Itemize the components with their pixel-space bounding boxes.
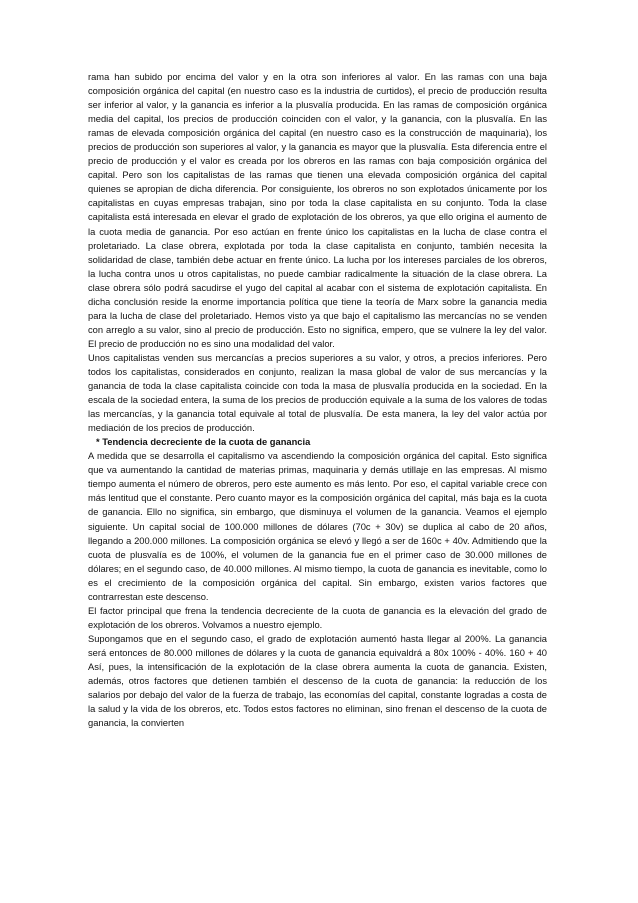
paragraph-ganancia-media: rama han subido por encima del valor y en la otra son inferiores al valor. En las ramas con una baja composición orgánica del capital (en nuestro caso es la industria de curtidos), el precio de producción resulta ser inferior al valor, y la ganancia es inferior a la plusvalía producida. En las ramas de composición orgánica media del capital, los precios de producción coinciden con el valor, y la ganancia, con la plusvalía. En las ramas de elevada composición orgánica del capital (en nuestro caso es la construcción de maquinaria), los precios de producción son superiores al valor, y la ganancia es mayor que la plusvalía. Esta diferencia entre el precio de producción y el valor es creada por los obreros en las ramas con baja composición orgánica del capital. Pero son los capitalistas de las ramas que tienen una elevada composición orgánica del capital quienes se apropian de dicha diferencia. Por consiguiente, los obreros no son explotados únicamente por los capitalistas en cuyas empresas trabajan, sino por toda la clase capitalista en su conjunto. Toda la clase capitalista está interesada en elevar el grado de explotación de los obreros, ya que ello origina el aumento de la cuota media de ganancia. Por eso actúan en frente único los capitalistas en la lucha de clase contra el proletariado. La clase obrera, explotada por toda la clase capitalista en conjunto, también necesita la solidaridad de clase, también debe actuar en frente único. La lucha por los intereses parciales de los obreros, la lucha contra unos u otros capitalistas, no puede cambiar radicalmente la situación de la clase obrera. La clase obrera sólo podrá sacudirse el yugo del capital al acabar con el sistema de explotación capitalista. En dicha conclusión reside la enorme importancia política que tiene la teoría de Marx sobre la ganancia media para la lucha de clase del proletariado. Hemos visto ya que bajo el capitalismo las mercancías no se venden con arreglo a su valor, sino al precio de producción. Esto no significa, empero, que se vulnere la ley del valor. El precio de producción no es sino una modalidad del valor. <box>88 72 547 349</box>
section-heading: * Tendencia decreciente de la cuota de ganancia <box>96 437 311 448</box>
document-page <box>88 70 547 730</box>
paragraph-composicion-organica: A medida que se desarrolla el capitalismo va ascendiendo la composición orgánica del capital. Esto significa que va aumentando la cantidad de materias primas, maquinaria y demás utillaje en las empresas. Al mismo tiempo aumenta el número de obreros, pero este aumento es más lento. Por eso, el capital variable crece con más lentitud que el constante. Pero cuanto mayor es la composición orgánica del capital, más baja es la cuota de ganancia. Ello no significa, sin embargo, que disminuya el volumen de la ganancia. Veamos el ejemplo siguiente. Un capital social de 100.000 millones de dólares (70c + 30v) se duplica al cabo de 20 años, llegando a 200.000 millones. La composición orgánica se elevó y llegó a ser de 160c + 40v. Admitiendo que la cuota de plusvalía es de 100%, el volumen de la ganancia fue en el primer caso de 30.000 millones de dólares; en el segundo caso, de 40.000 millones. Al mismo tiempo, la cuota de ganancia es inevitable, como lo es el crecimiento de la composición orgánica del capital. Sin embargo, existen varios factores que contrarrestan este descenso. <box>88 451 547 602</box>
paragraph-supongamos: Supongamos que en el segundo caso, el grado de explotación aumentó hasta llegar al 200%. La ganancia será entonces de 80.000 millones de dólares y la cuota de ganancia equivaldrá a 80x 100% - 40%. 160 + 40 Así, pues, la intensificación de la explotación de la clase obrera aumenta la cuota de ganancia. Existen, además, otros factores que detienen también el descenso de la cuota de ganancia: la reducción de los salarios por debajo del valor de la fuerza de trabajo, las economías del capital, constante logradas a costa de la salud y la vida de los obreros, etc. Todos estos factores no eliminan, sino frenan el descenso de la cuota de ganancia, la convierten <box>88 633 547 729</box>
paragraph-factor-principal: El factor principal que frena la tendencia decreciente de la cuota de ganancia es la elevación del grado de explotación de los obreros. Volvamos a nuestro ejemplo. <box>88 605 547 630</box>
paragraph-ley-del-valor: Unos capitalistas venden sus mercancías a precios superiores a su valor, y otros, a precios inferiores. Pero todos los capitalistas, considerados en conjunto, realizan la masa global de valor de sus mercancías y la ganancia de toda la clase capitalista coincide con toda la masa de plusvalía producida en la sociedad. En la escala de la sociedad entera, la suma de los precios de producción equivale a la suma de los valores de todas las mercancías, y la ganancia total equivale al total de plusvalía. De esta manera, la ley del valor actúa por mediación de los precios de producción. <box>88 352 547 434</box>
